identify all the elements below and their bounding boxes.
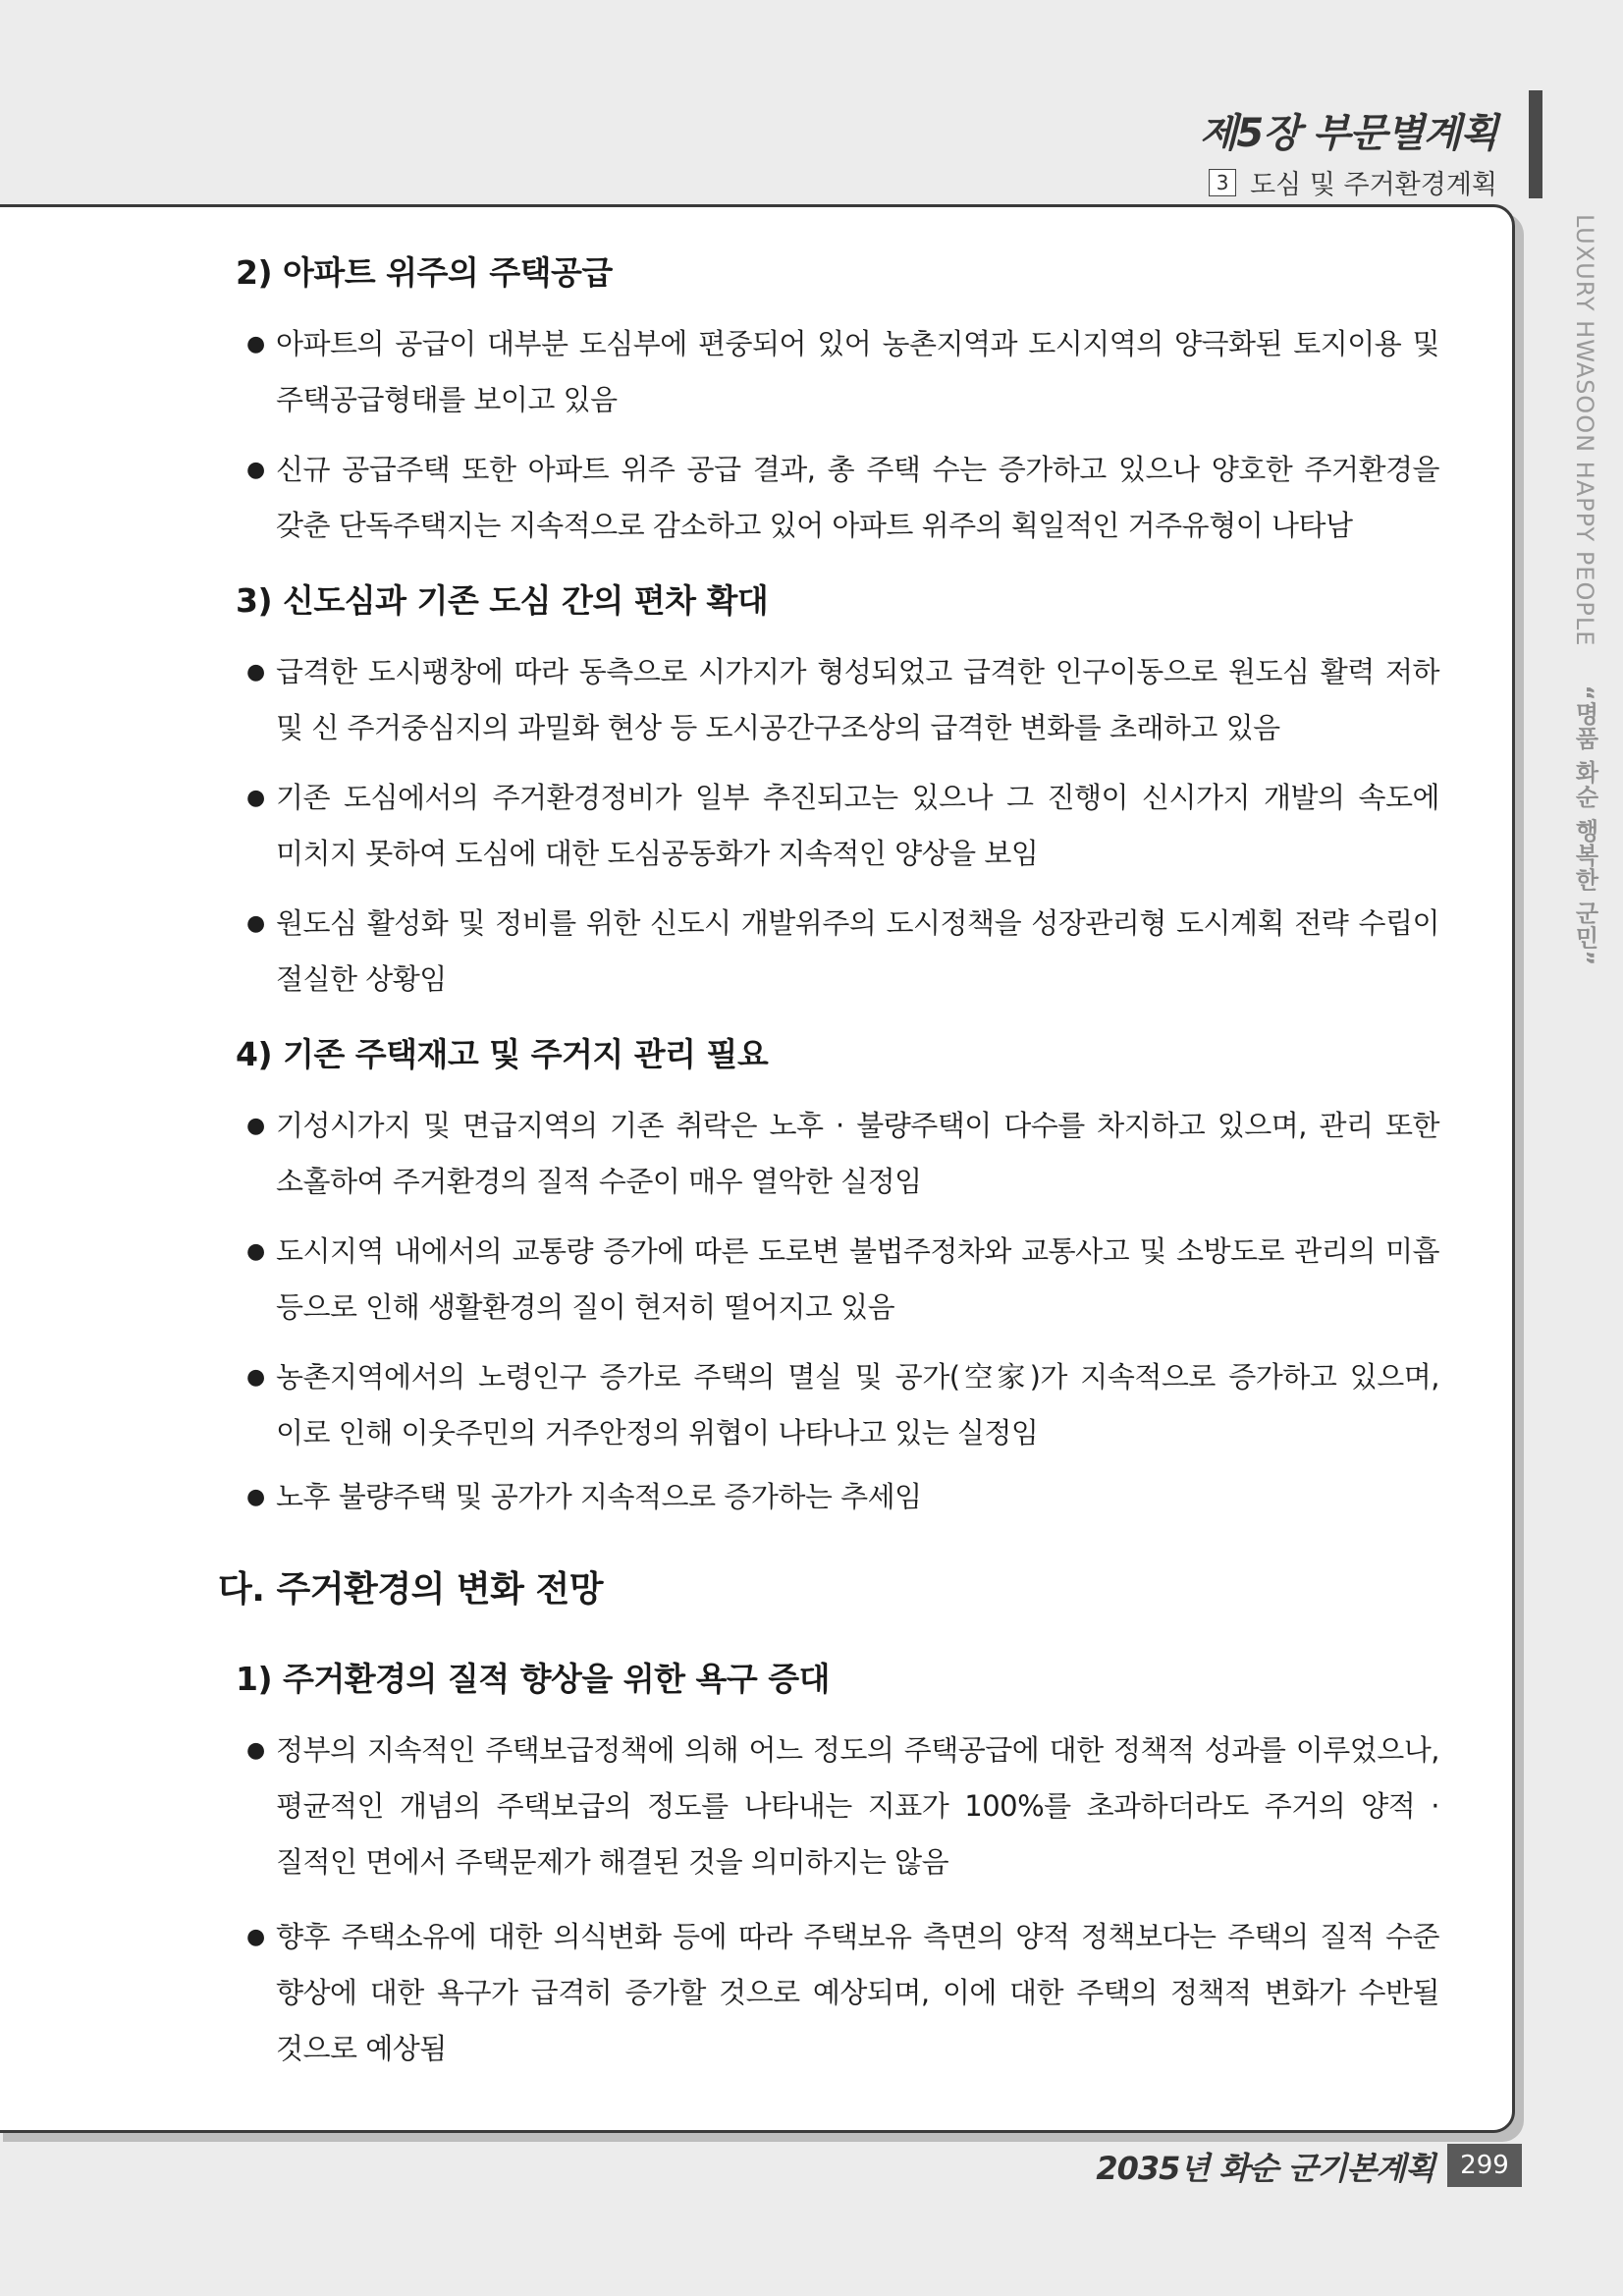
section-title: 도심 및 주거환경계획 bbox=[1250, 170, 1497, 200]
bullet-icon: ● bbox=[246, 1925, 265, 1949]
bullet-text: 원도심 활성화 및 정비를 위한 신도시 개발위주의 도시정책을 성장관리형 도시계획 전략 수립이 절실한 상황임 bbox=[276, 906, 1439, 996]
bullet-item bbox=[246, 442, 1439, 554]
bullet-icon: ● bbox=[246, 1114, 265, 1138]
page-number: 299 bbox=[1447, 2144, 1522, 2187]
section-subtitle bbox=[1209, 163, 1497, 201]
section-number-box: 3 bbox=[1209, 169, 1236, 196]
bullet-icon: ● bbox=[246, 458, 265, 482]
bullet-text: 도시지역 내에서의 교통량 증가에 따른 도로변 불법주정차와 교통사고 및 소방도로 관리의 미흡 등으로 인해 생활환경의 질이 현저히 떨어지고 있음 bbox=[276, 1234, 1439, 1324]
side-slogan-en: LUXURY HWASOON HAPPY PEOPLE bbox=[1571, 214, 1598, 647]
bullet-icon: ● bbox=[246, 1485, 265, 1509]
header-accent-bar bbox=[1529, 90, 1542, 198]
bullet-item bbox=[246, 1909, 1439, 2077]
section-heading-1: 1) 주거환경의 질적 향상을 위한 욕구 증대 bbox=[236, 1660, 831, 1698]
bullet-item bbox=[246, 644, 1439, 756]
bullet-icon: ● bbox=[246, 660, 265, 684]
bullet-item bbox=[246, 1722, 1439, 1890]
bullet-text: 정부의 지속적인 주택보급정책에 의해 어느 정도의 주택공급에 대한 정책적 성과를 이루었으나, 평균적인 개념의 주택보급의 정도를 나타내는 지표가 100%를 초과하더라도 주거의 양적 · 질적인 면에서 주택문제가 해결된 것을 의미하지는 않음 bbox=[276, 1733, 1439, 1879]
bullet-text: 아파트의 공급이 대부분 도심부에 편중되어 있어 농촌지역과 도시지역의 양극화된 토지이용 및 주택공급형태를 보이고 있음 bbox=[276, 327, 1439, 416]
main-section-heading: 다. 주거환경의 변화 전망 bbox=[218, 1569, 604, 1610]
bullet-item bbox=[246, 316, 1439, 428]
bullet-text: 기성시가지 및 면급지역의 기존 취락은 노후 · 불량주택이 다수를 차지하고 있으며, 관리 또한 소홀하여 주거환경의 질적 수준이 매우 열악한 실정임 bbox=[276, 1109, 1439, 1198]
section-heading-4: 4) 기존 주택재고 및 주거지 관리 필요 bbox=[236, 1035, 769, 1073]
bullet-item bbox=[246, 1224, 1439, 1336]
bullet-text: 신규 공급주택 또한 아파트 위주 공급 결과, 총 주택 수는 증가하고 있으나 양호한 주거환경을 갖춘 단독주택지는 지속적으로 감소하고 있어 아파트 위주의 획일적인 거주유형이 나타남 bbox=[276, 453, 1439, 542]
bullet-icon: ● bbox=[246, 911, 265, 936]
bullet-item bbox=[246, 1349, 1439, 1461]
bullet-item bbox=[246, 896, 1439, 1008]
bullet-text: 급격한 도시팽창에 따라 동측으로 시가지가 형성되었고 급격한 인구이동으로 원도심 활력 저하 및 신 주거중심지의 과밀화 현상 등 도시공간구조상의 급격한 변화를 초래하고 있음 bbox=[276, 655, 1439, 744]
side-slogan-ko: “명품 화순 행복한 군민” bbox=[1571, 684, 1598, 967]
bullet-text: 농촌지역에서의 노령인구 증가로 주택의 멸실 및 공가(空家)가 지속적으로 증가하고 있으며, 이로 인해 이웃주민의 거주안정의 위협이 나타나고 있는 실정임 bbox=[276, 1360, 1439, 1449]
bullet-text: 향후 주택소유에 대한 의식변화 등에 따라 주택보유 측면의 양적 정책보다는 주택의 질적 수준 향상에 대한 욕구가 급격히 증가할 것으로 예상되며, 이에 대한 주택의 정책적 변화가 수반될 것으로 예상됨 bbox=[276, 1920, 1439, 2065]
bullet-item bbox=[246, 1098, 1439, 1210]
bullet-icon: ● bbox=[246, 1239, 265, 1264]
footer-title: 2035년 화순 군기본계획 bbox=[1096, 2150, 1434, 2187]
section-heading-2: 2) 아파트 위주의 주택공급 bbox=[236, 253, 613, 292]
bullet-text: 노후 불량주택 및 공가가 지속적으로 증가하는 추세임 bbox=[276, 1480, 922, 1513]
bullet-icon: ● bbox=[246, 786, 265, 810]
side-slogan bbox=[1568, 214, 1602, 966]
bullet-icon: ● bbox=[246, 332, 265, 356]
bullet-icon: ● bbox=[246, 1738, 265, 1763]
chapter-title: 제5장 부문별계획 bbox=[1199, 111, 1497, 156]
section-heading-3: 3) 신도심과 기존 도심 간의 편차 확대 bbox=[236, 581, 769, 620]
bullet-item bbox=[246, 1469, 1439, 1525]
bullet-item bbox=[246, 770, 1439, 882]
bullet-icon: ● bbox=[246, 1365, 265, 1390]
bullet-text: 기존 도심에서의 주거환경정비가 일부 추진되고는 있으나 그 진행이 신시가지 개발의 속도에 미치지 못하여 도심에 대한 도심공동화가 지속적인 양상을 보임 bbox=[276, 781, 1439, 870]
